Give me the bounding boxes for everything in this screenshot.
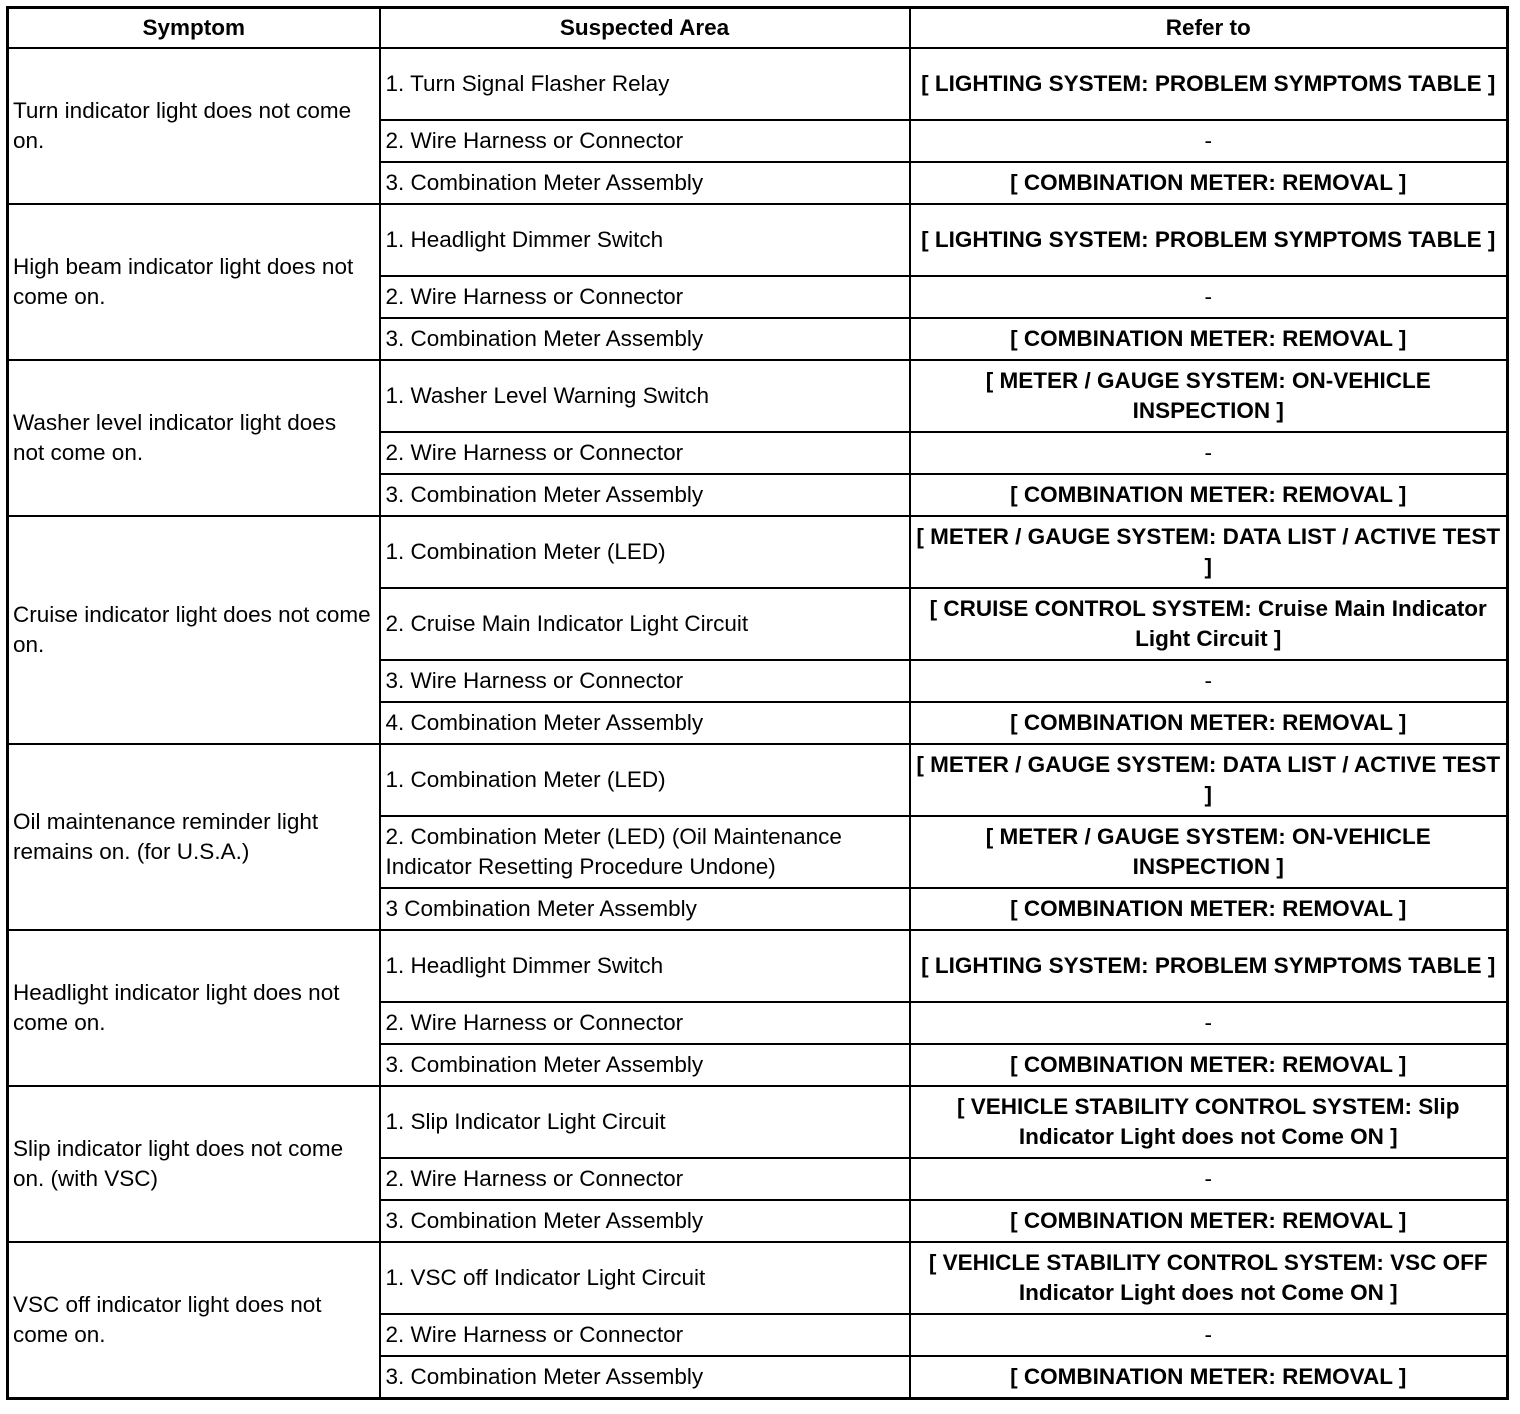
refer-to-cell: [ COMBINATION METER: REMOVAL ] [910,162,1508,204]
table-row [8,744,1508,816]
refer-to-cell: [ METER / GAUGE SYSTEM: DATA LIST / ACTIVE TEST ] [910,516,1508,588]
refer-to-cell: - [910,1314,1508,1356]
symptom-cell: VSC off indicator light does not come on. [8,1242,380,1399]
suspected-area-cell: 1. Washer Level Warning Switch [380,360,910,432]
refer-to-cell: [ COMBINATION METER: REMOVAL ] [910,1356,1508,1399]
refer-to-cell: [ VEHICLE STABILITY CONTROL SYSTEM: VSC OFF Indicator Light does not Come ON ] [910,1242,1508,1314]
refer-to-cell: [ CRUISE CONTROL SYSTEM: Cruise Main Indicator Light Circuit ] [910,588,1508,660]
header-suspected-area: Suspected Area [380,8,910,49]
refer-to-cell: [ LIGHTING SYSTEM: PROBLEM SYMPTOMS TABLE ] [910,204,1508,276]
refer-to-cell: - [910,276,1508,318]
table-row [8,1242,1508,1314]
suspected-area-cell: 3 Combination Meter Assembly [380,888,910,930]
refer-to-cell: [ METER / GAUGE SYSTEM: DATA LIST / ACTIVE TEST ] [910,744,1508,816]
suspected-area-cell: 3. Combination Meter Assembly [380,474,910,516]
suspected-area-cell: 2. Wire Harness or Connector [380,1002,910,1044]
refer-to-cell: - [910,120,1508,162]
refer-to-cell: [ COMBINATION METER: REMOVAL ] [910,318,1508,360]
refer-to-cell: [ COMBINATION METER: REMOVAL ] [910,702,1508,744]
header-refer-to: Refer to [910,8,1508,49]
refer-to-cell: - [910,432,1508,474]
suspected-area-cell: 1. Headlight Dimmer Switch [380,930,910,1002]
suspected-area-cell: 3. Wire Harness or Connector [380,660,910,702]
suspected-area-cell: 1. Turn Signal Flasher Relay [380,48,910,120]
table-row [8,360,1508,432]
suspected-area-cell: 3. Combination Meter Assembly [380,162,910,204]
suspected-area-cell: 1. Headlight Dimmer Switch [380,204,910,276]
suspected-area-cell: 2. Cruise Main Indicator Light Circuit [380,588,910,660]
refer-to-cell: - [910,660,1508,702]
symptom-cell: Cruise indicator light does not come on. [8,516,380,744]
refer-to-cell: [ COMBINATION METER: REMOVAL ] [910,1200,1508,1242]
refer-to-cell: [ COMBINATION METER: REMOVAL ] [910,888,1508,930]
symptom-cell: Oil maintenance reminder light remains on. (for U.S.A.) [8,744,380,930]
suspected-area-cell: 2. Wire Harness or Connector [380,432,910,474]
suspected-area-cell: 3. Combination Meter Assembly [380,1356,910,1399]
symptom-cell: Slip indicator light does not come on. (with VSC) [8,1086,380,1242]
refer-to-cell: [ METER / GAUGE SYSTEM: ON-VEHICLE INSPECTION ] [910,816,1508,888]
suspected-area-cell: 2. Combination Meter (LED) (Oil Maintenance Indicator Resetting Procedure Undone) [380,816,910,888]
suspected-area-cell: 4. Combination Meter Assembly [380,702,910,744]
suspected-area-cell: 3. Combination Meter Assembly [380,318,910,360]
suspected-area-cell: 3. Combination Meter Assembly [380,1044,910,1086]
table-row [8,516,1508,588]
suspected-area-cell: 2. Wire Harness or Connector [380,1158,910,1200]
header-symptom: Symptom [8,8,380,49]
suspected-area-cell: 2. Wire Harness or Connector [380,120,910,162]
refer-to-cell: [ LIGHTING SYSTEM: PROBLEM SYMPTOMS TABLE ] [910,930,1508,1002]
suspected-area-cell: 2. Wire Harness or Connector [380,276,910,318]
suspected-area-cell: 3. Combination Meter Assembly [380,1200,910,1242]
symptom-cell: High beam indicator light does not come on. [8,204,380,360]
table-row [8,930,1508,1002]
symptom-cell: Washer level indicator light does not come on. [8,360,380,516]
refer-to-cell: - [910,1158,1508,1200]
refer-to-cell: [ METER / GAUGE SYSTEM: ON-VEHICLE INSPECTION ] [910,360,1508,432]
refer-to-cell: - [910,1002,1508,1044]
refer-to-cell: [ LIGHTING SYSTEM: PROBLEM SYMPTOMS TABLE ] [910,48,1508,120]
header-row [8,8,1508,49]
problem-symptoms-table [6,6,1509,1400]
refer-to-cell: [ VEHICLE STABILITY CONTROL SYSTEM: Slip Indicator Light does not Come ON ] [910,1086,1508,1158]
suspected-area-cell: 1. Combination Meter (LED) [380,744,910,816]
symptom-cell: Turn indicator light does not come on. [8,48,380,204]
suspected-area-cell: 1. Combination Meter (LED) [380,516,910,588]
refer-to-cell: [ COMBINATION METER: REMOVAL ] [910,474,1508,516]
table-row [8,1086,1508,1158]
table-row [8,48,1508,120]
table-body [8,48,1508,1399]
refer-to-cell: [ COMBINATION METER: REMOVAL ] [910,1044,1508,1086]
table-row [8,204,1508,276]
suspected-area-cell: 1. VSC off Indicator Light Circuit [380,1242,910,1314]
suspected-area-cell: 2. Wire Harness or Connector [380,1314,910,1356]
suspected-area-cell: 1. Slip Indicator Light Circuit [380,1086,910,1158]
symptom-cell: Headlight indicator light does not come on. [8,930,380,1086]
